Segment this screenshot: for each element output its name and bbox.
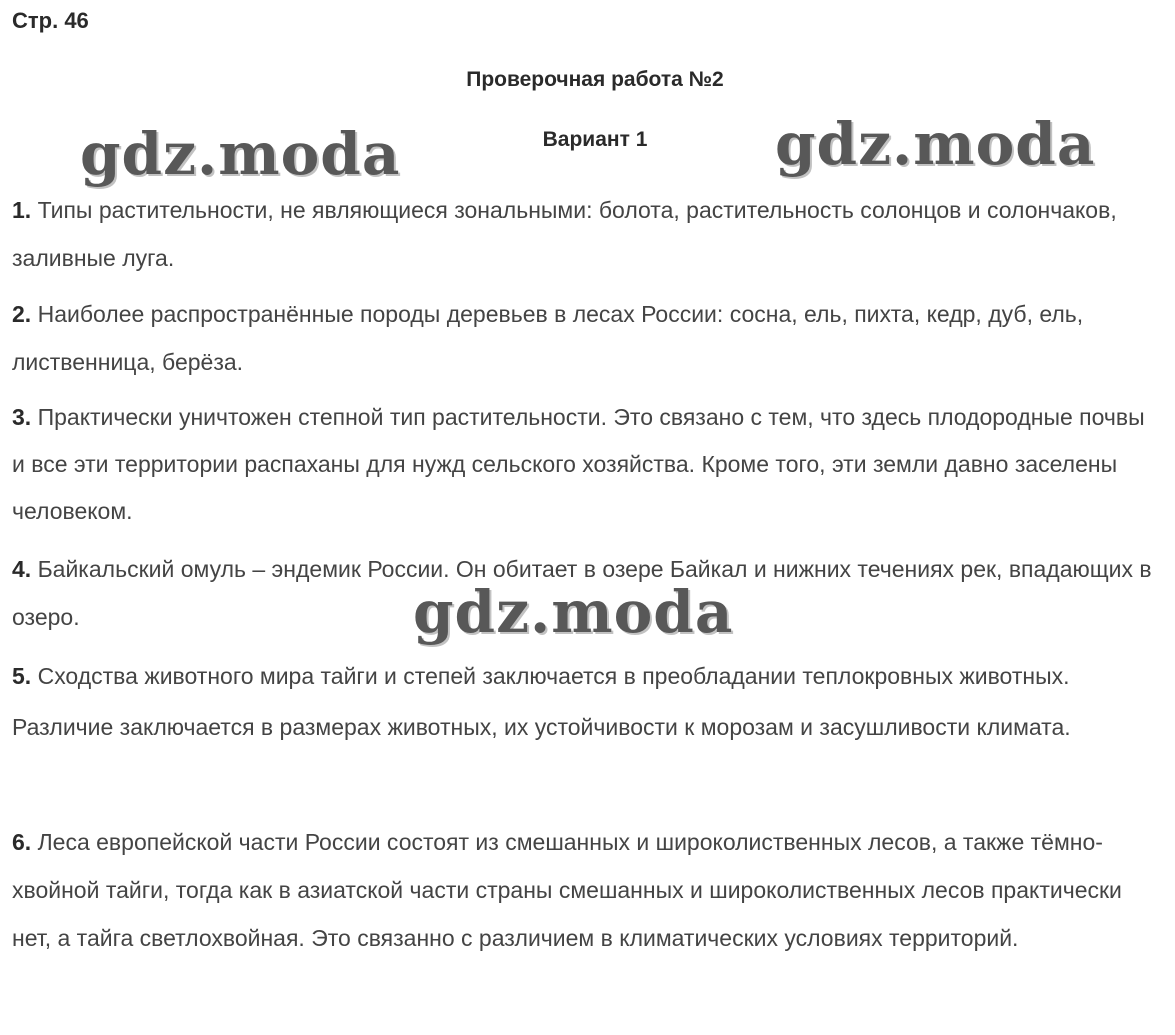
answer-number: 1.: [12, 197, 32, 223]
variant-heading: Вариант 1: [542, 128, 648, 151]
watermark-logo: gdz.moda: [775, 110, 1096, 178]
answer-number: 4.: [12, 556, 32, 582]
answer-number: 3.: [12, 404, 32, 430]
answer-number: 2.: [12, 301, 32, 327]
watermark-logo: gdz.moda: [80, 120, 401, 188]
answer-text: Типы растительности, не являющиеся зональными: болота, растительность солонцов и солончаков, заливные луга.: [12, 197, 1117, 271]
answer-item: [12, 394, 1162, 535]
answer-item: [12, 651, 1162, 753]
answer-number: 6.: [12, 829, 32, 855]
watermark-logo: gdz.moda: [413, 578, 734, 646]
answer-text: Практически уничтожен степной тип растительности. Это связано с тем, что здесь плодородные почвы и все эти территории распаханы для нужд сельского хозяйства. Кроме того, эти земли давно заселены человеком.: [12, 404, 1145, 524]
answer-text: Наиболее распространённые породы деревьев в лесах России: сосна, ель, пихта, кедр, дуб, ель, лиственница, берёза.: [12, 301, 1084, 375]
answer-text: Сходства животного мира тайги и степей заключается в преобладании теплокровных животных. Различие заключается в размерах животных, их устойчивости к морозам и засушливости климата.: [12, 663, 1071, 740]
answer-text: Байкальский омуль – эндемик России. Он обитает в озере Байкал и нижних течениях рек, впадающих в озеро.: [12, 556, 1152, 630]
answer-number: 5.: [12, 663, 32, 689]
answer-text: Леса европейской части России состоят из смешанных и широколиственных лесов, а также тёмно-хвойной тайги, тогда как в азиатской части страны смешанных и широколиственных лесов практически нет, а тайга светлохвойная. Это связанно с различием в климатических условиях территорий.: [12, 829, 1122, 951]
page-number: Стр. 46: [12, 8, 89, 33]
answer-item: [12, 290, 1162, 386]
page-title: Проверочная работа №2: [466, 68, 724, 91]
answer-item: [12, 818, 1162, 962]
answer-item: [12, 186, 1162, 282]
